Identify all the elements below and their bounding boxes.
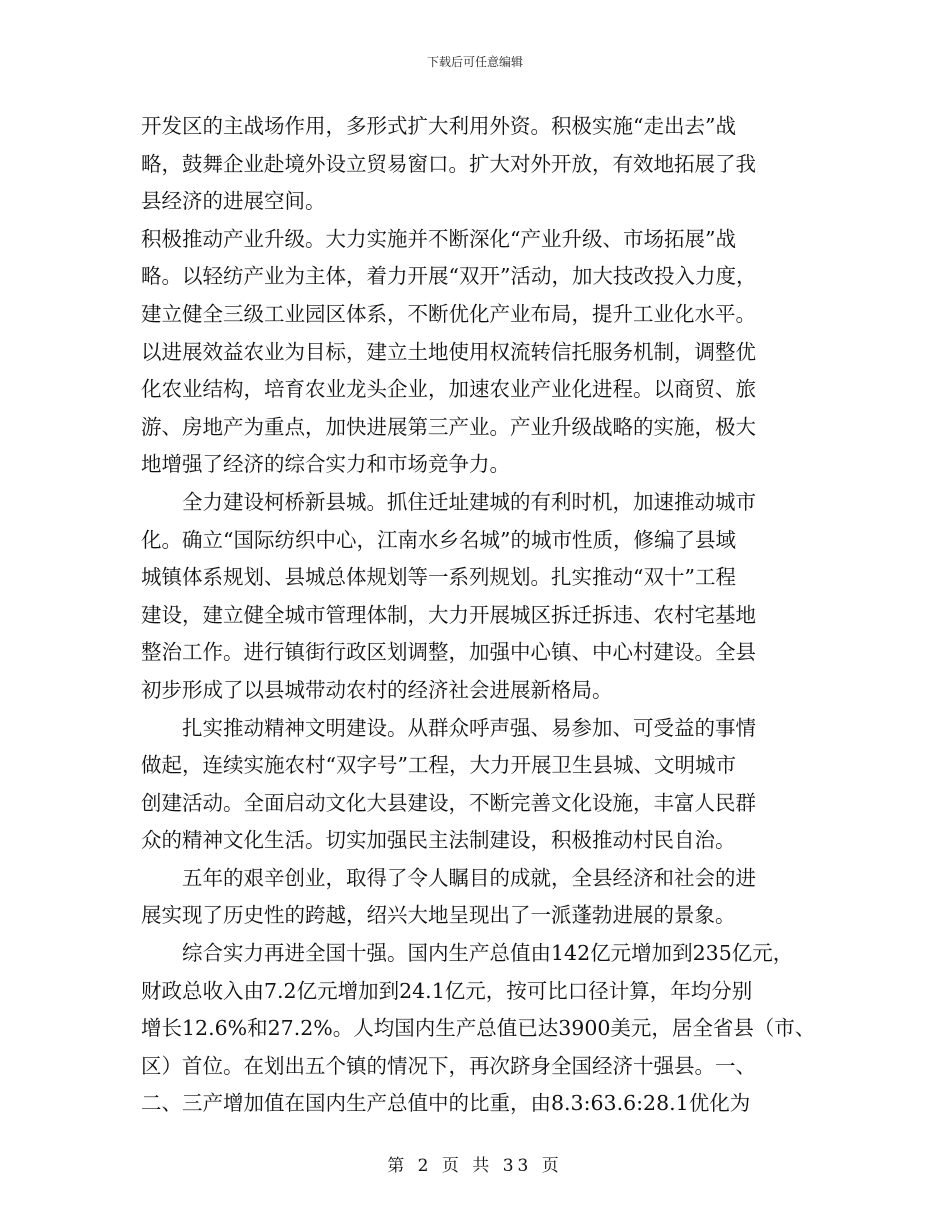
text-line: 积极推动产业升级。大力实施并不断深化“产业升级、市场拓展”战 bbox=[141, 226, 736, 251]
text-line: 五年的艰辛创业，取得了令人瞩目的成就，全县经济和社会的进 bbox=[141, 865, 756, 890]
text-line: 地增强了经济的综合实力和市场竞争力。 bbox=[141, 452, 510, 477]
page-header: 下载后可任意编辑 bbox=[426, 55, 523, 69]
text-line: 财政总收入由7.2亿元增加到24.1亿元，按可比口径计算，年均分别 bbox=[141, 978, 753, 1003]
text-line: 游、房地产为重点，加快进展第三产业。产业升级战略的实施，极大 bbox=[141, 414, 756, 439]
document-body bbox=[141, 108, 831, 1123]
text-line: 建立健全三级工业园区体系，不断优化产业布局，提升工业化水平。 bbox=[141, 301, 756, 326]
text-line: 略，鼓舞企业赴境外设立贸易窗口。扩大对外开放，有效地拓展了我 bbox=[141, 151, 756, 176]
text-line: 众的精神文化生活。切实加强民主法制建设，积极推动村民自治。 bbox=[141, 828, 736, 853]
text-line: 整治工作。进行镇街行政区划调整，加强中心镇、中心村建设。全县 bbox=[141, 640, 756, 665]
text-line: 综合实力再进全国十强。国内生产总值由142亿元增加到235亿元， bbox=[141, 941, 794, 966]
text-line: 全力建设柯桥新县城。抓住迁址建城的有利时机，加速推动城市 bbox=[141, 489, 756, 514]
text-line: 开发区的主战场作用，多形式扩大利用外资。积极实施“走出去”战 bbox=[141, 114, 736, 138]
text-line: 城镇体系规划、县城总体规划等一系列规划。扎实推动“双十”工程 bbox=[141, 565, 736, 590]
text-line: 创建活动。全面启动文化大县建设，不断完善文化设施，丰富人民群 bbox=[141, 790, 756, 815]
text-line: 做起，连续实施农村“双字号”工程，大力开展卫生县城、文明城市 bbox=[141, 753, 736, 778]
text-line: 展实现了历史性的跨越，绍兴大地呈现出了一派蓬勃进展的景象。 bbox=[141, 903, 736, 928]
text-line: 化。确立“国际纺织中心，江南水乡名城”的城市性质，修编了县域 bbox=[141, 527, 736, 552]
text-line: 初步形成了以县城带动农村的经济社会进展新格局。 bbox=[141, 677, 613, 702]
text-line: 县经济的进展空间。 bbox=[141, 189, 326, 214]
text-line: 增长12.6%和27.2%。人均国内生产总值已达3900美元，居全省县（市、 bbox=[141, 1016, 816, 1041]
text-line: 区）首位。在划出五个镇的情况下，再次跻身全国经济十强县。一、 bbox=[141, 1053, 756, 1078]
text-line: 二、三产增加值在国内生产总值中的比重，由8.3:63.6:28.1优化为 bbox=[141, 1091, 751, 1116]
text-line: 以进展效益农业为目标，建立土地使用权流转信托服务机制，调整优 bbox=[141, 339, 756, 364]
text-line: 扎实推动精神文明建设。从群众呼声强、易参加、可受益的事情 bbox=[141, 715, 756, 740]
text-line: 略。以轻纺产业为主体，着力开展“双开”活动，加大技改投入力度， bbox=[141, 264, 757, 289]
text-line: 化农业结构，培育农业龙头企业，加速农业产业化进程。以商贸、旅 bbox=[141, 377, 756, 402]
text-line: 建设，建立健全城市管理体制，大力开展城区拆迁拆违、农村宅基地 bbox=[141, 602, 756, 627]
page-footer: 第 2 页 共 33 页 bbox=[387, 1156, 563, 1176]
